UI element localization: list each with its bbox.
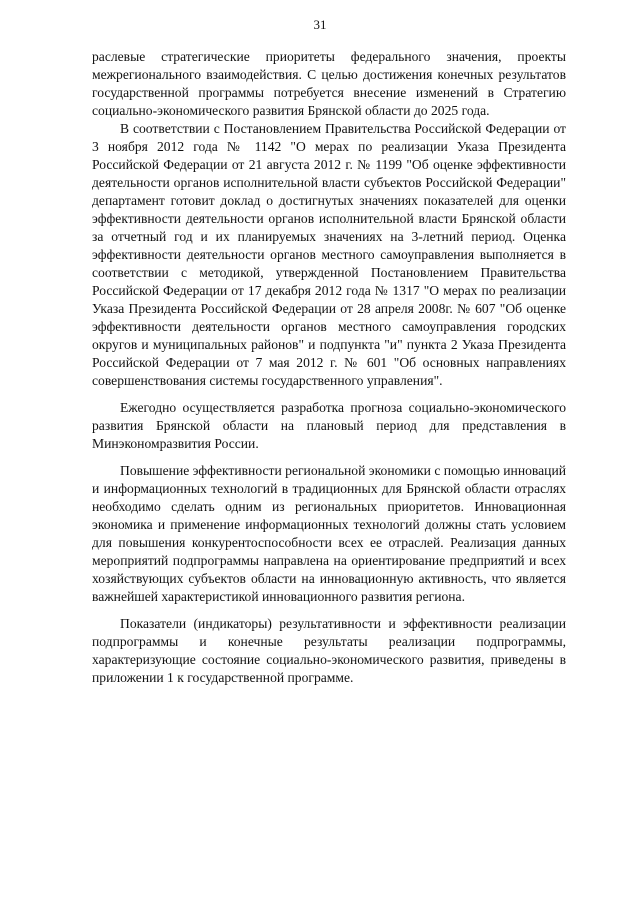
paragraph-indicators: Показатели (индикаторы) результативности и эффективности реализации подпрограммы и конечные результаты реализации подпрограммы, характеризующие состояние социально-экономического развития, приведены в приложении 1 к государственной программе. xyxy=(92,616,566,685)
paragraph-innovation-efficiency: Повышение эффективности региональной экономики с помощью инноваций и информационных технологий в традиционных для Брянской области отраслях необходимо сделать одним из региональных приоритетов. Инновационная экономика и применение информационных технологий должны стать условием для повышения конкурентоспособности всех ее отраслей. Реализация данных мероприятий подпрограммы направлена на ориентирование предприятий и всех хозяйствующих субъектов области на инновационную активность, что является важнейшей характеристикой инновационного развития региона. xyxy=(92,463,566,604)
paragraph-strategic-priorities: раслевые стратегические приоритеты федерального значения, проекты межрегионального взаимодействия. С целью достижения конечных результатов государственной программы потребуется внесение изменений в Стратегию социально-экономического развития Брянской области до 2025 года. xyxy=(92,49,566,118)
page-number: 31 xyxy=(313,17,327,32)
document-body xyxy=(92,48,566,687)
paragraph-government-decree: В соответствии с Постановлением Правительства Российской Федерации от 3 ноября 2012 года № 1142 "О мерах по реализации Указа Президента Российской Федерации от 21 августа 2012 г. № 1199 "Об оценке эффективности деятельности органов исполнительной власти субъектов Российской Федерации" департамент готовит доклад о достигнутых значениях показателей для оценки эффективности деятельности органов исполнительной власти Брянской области за отчетный год и их планируемых значениях на 3-летний период. Оценка эффективности деятельности органов местного самоуправления выполняется в соответствии с методикой, утвержденной Постановлением Правительства Российской Федерации от 17 декабря 2012 года № 1317 "О мерах по реализации Указа Президента Российской Федерации от 28 апреля 2008г. № 607 "Об оценке эффективности деятельности органов местного самоуправления городских округов и муниципальных районов" и подпункта "и" пункта 2 Указа Президента Российской Федерации от 7 мая 2012 г. № 601 "Об основных направлениях совершенствования системы государственного управления". xyxy=(92,121,566,388)
paragraph-annual-forecast: Ежегодно осуществляется разработка прогноза социально-экономического развития Брянской области на плановый период для представления в Минэкономразвития России. xyxy=(92,400,566,451)
